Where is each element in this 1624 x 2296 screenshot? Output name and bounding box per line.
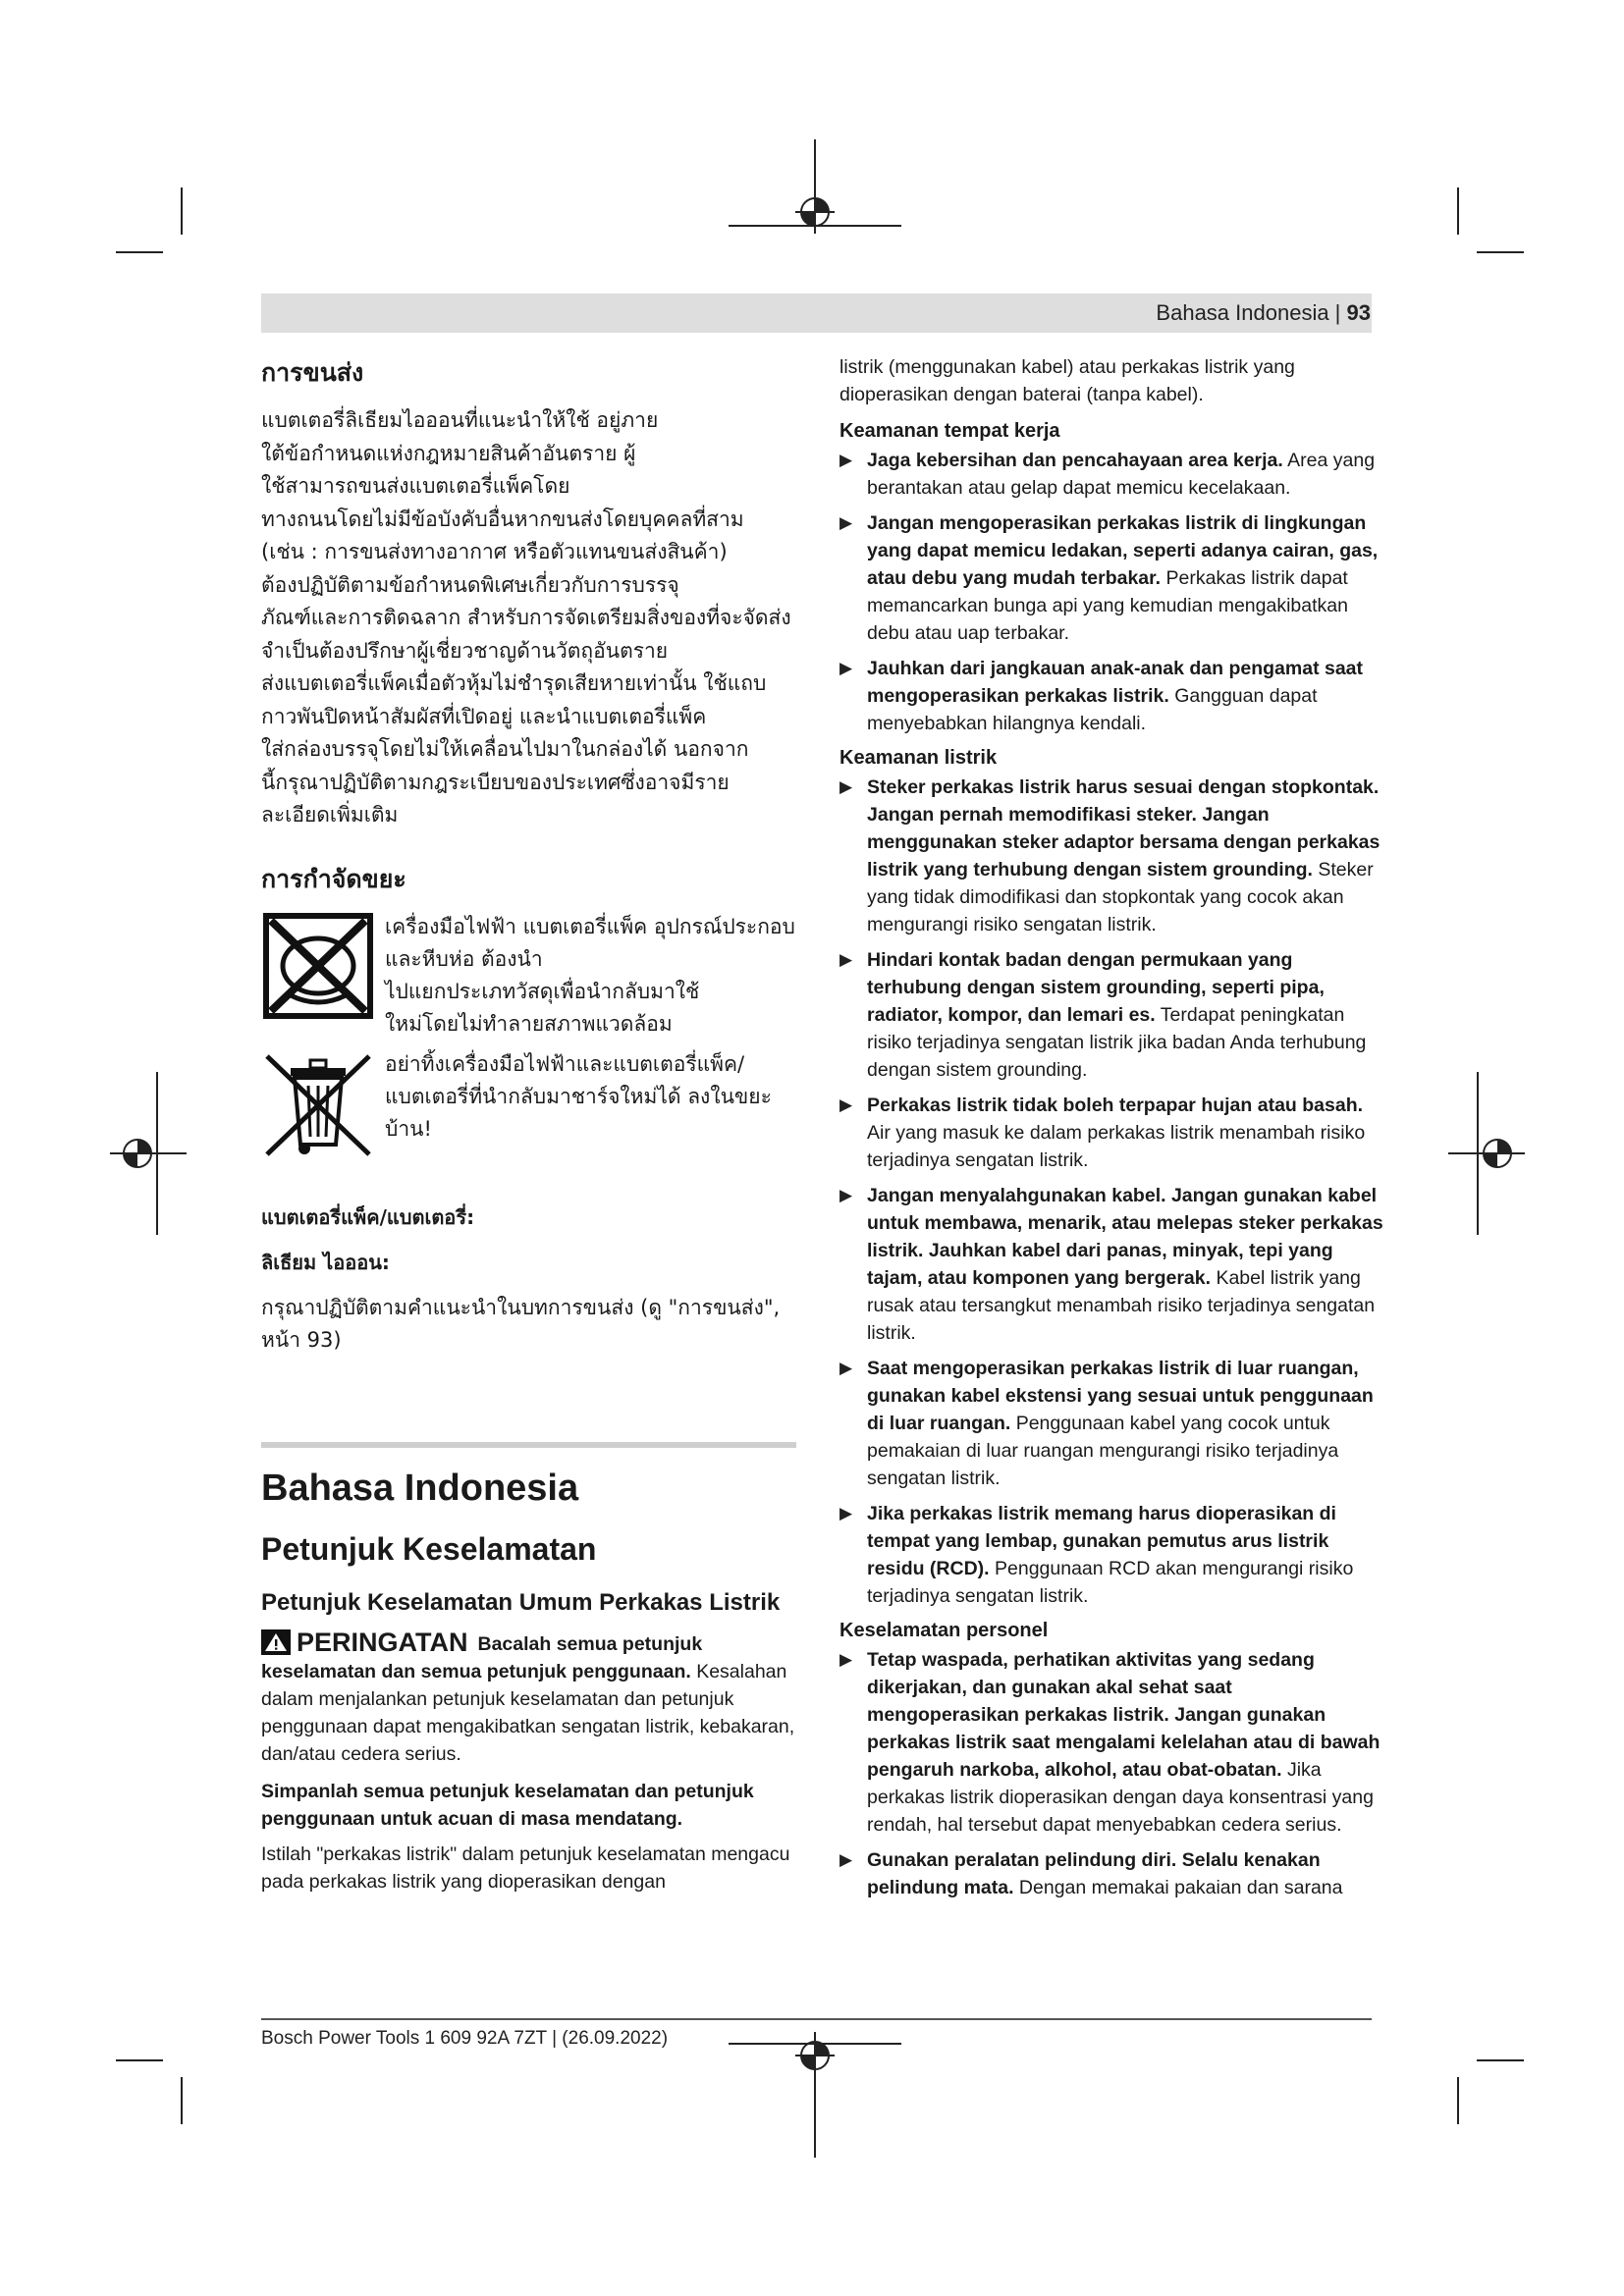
disposal-item-bin	[261, 1048, 796, 1158]
item-text: Steker yang tidak dimodifikasi dan stopkontak yang cocok akan mengurangi risiko sengatan listrik.	[867, 859, 1374, 935]
item-bold: Jangan menyalahgunakan kabel. Jangan gunakan kabel untuk membawa, menarik, atau melepas steker perkakas listrik. Jauhkan kabel dari panas, minyak, tepi yang tajam, atau komponen yang bergerak.	[867, 1185, 1383, 1289]
disposal-line: ใหม่โดยไม่ทำลายสภาพแวดล้อม	[385, 1011, 673, 1036]
disposal-line: เครื่องมือไฟฟ้า แบตเตอรี่แพ็ค อุปกรณ์ประกอบ	[385, 914, 795, 938]
warning-text: Kesalahan dalam menjalankan petunjuk keselamatan dan petunjuk penggunaan dapat mengakibatkan sengatan listrik, kebakaran, dan/atau cedera serius.	[261, 1660, 795, 1765]
list-item	[839, 447, 1383, 502]
transport-line: ใต้ข้อกำหนดแห่งกฎหมายสินค้าอันตราย ผู้	[261, 441, 636, 465]
warning-triangle-icon	[261, 1629, 291, 1655]
list-item	[839, 1500, 1383, 1610]
transport-line: ภัณฑ์และการติดฉลาก สำหรับการจัดเตรียมสิ่งของที่จะจัดส่ง	[261, 606, 791, 629]
item-text: Jika perkakas listrik dioperasikan dengan daya konsentrasi yang rendah, hal tersebut dapat menyebabkan cedera serius.	[867, 1759, 1374, 1836]
transport-line: แบตเตอรี่ลิเธียมไอออนที่แนะนำให้ใช้ อยู่ภาย	[261, 408, 659, 432]
crop-mark	[181, 187, 183, 235]
disposal-line: แบตเตอรี่ที่นำกลับมาชาร์จใหม่ได้ ลงในขยะ	[385, 1084, 772, 1108]
header-separator: |	[1328, 300, 1347, 325]
bullet-arrow-icon: ▶	[839, 1359, 853, 1377]
crop-mark	[1457, 2077, 1459, 2124]
disposal-line: อย่าทิ้งเครื่องมือไฟฟ้าและแบตเตอรี่แพ็ค/	[385, 1051, 745, 1076]
transport-line: กาวพันปิดหน้าสัมผัสที่เปิดอยู่ และนำแบตเตอรี่แพ็ค	[261, 704, 707, 728]
crop-mark	[1457, 187, 1459, 235]
list-item	[839, 774, 1383, 938]
page-header	[1156, 300, 1371, 326]
disposal-line: ไปแยกประเภทวัสดุเพื่อนำกลับมาใช้	[385, 979, 700, 1003]
bullet-arrow-icon: ▶	[839, 1095, 853, 1114]
transport-line: นี้กรุณาปฏิบัติตามกฎระเบียบของประเทศซึ่งอาจมีราย	[261, 770, 730, 794]
safety-title: Petunjuk Keselamatan	[261, 1530, 597, 1567]
section-divider	[261, 1442, 796, 1448]
bullet-arrow-icon: ▶	[839, 1186, 853, 1204]
transport-heading: การขนส่ง	[261, 358, 364, 387]
item-text: Penggunaan RCD akan mengurangi risiko terjadinya sengatan listrik.	[867, 1558, 1354, 1607]
item-bold: Perkakas listrik tidak boleh terpapar hujan atau basah.	[867, 1095, 1364, 1116]
bullet-arrow-icon: ▶	[839, 950, 853, 969]
crop-mark	[181, 2077, 183, 2124]
transport-line: ใส่กล่องบรรจุโดยไม่ให้เคลื่อนไปมาในกล่องได้ นอกจาก	[261, 737, 749, 761]
list-item	[839, 1846, 1383, 1901]
bullet-arrow-icon: ▶	[839, 659, 853, 677]
transport-line: ทางถนนโดยไม่มีข้อบังคับอื่นหากขนส่งโดยบุคคลที่สาม	[261, 507, 744, 531]
registration-mark-icon	[727, 2022, 903, 2160]
item-text: Terdapat peningkatan risiko terjadinya sengatan listrik jika badan Anda terhubung dengan sistem grounding.	[867, 1004, 1367, 1081]
transport-line: (เช่น : การขนส่งทางอากาศ หรือตัวแทนขนส่งสินค้า)	[261, 540, 728, 563]
list-item	[839, 1355, 1383, 1492]
item-text: Dengan memakai pakaian dan sarana	[1013, 1877, 1343, 1898]
list-item	[839, 1182, 1383, 1347]
page-number: 93	[1346, 300, 1371, 325]
crop-mark	[116, 251, 163, 253]
list-item	[839, 1646, 1383, 1839]
registration-mark-icon	[727, 137, 903, 285]
item-bold: Jaga kebersihan dan pencahayaan area kerja.	[867, 450, 1283, 471]
disposal-recycle-text	[385, 911, 795, 1041]
work-area-list	[839, 447, 1383, 737]
item-bold: Tetap waspada, perhatikan aktivitas yang sedang dikerjakan, dan gunakan akal sehat saat mengoperasikan perkakas listrik. Jangan gunakan perkakas listrik saat mengalami kelelahan atau di bawah pengaruh narkoba, alkohol, atau obat-obatan.	[867, 1649, 1380, 1781]
transport-line: ต้องปฏิบัติตามข้อกำหนดพิเศษเกี่ยวกับการบรรจุ	[261, 572, 679, 597]
bullet-arrow-icon: ▶	[839, 513, 853, 532]
item-bold: Saat mengoperasikan perkakas listrik di luar ruangan, gunakan kabel ekstensi yang sesuai untuk penggunaan di luar ruangan.	[867, 1358, 1374, 1434]
page-footer: Bosch Power Tools 1 609 92A 7ZT | (26.09.2022)	[261, 2028, 669, 2049]
section-title: Keamanan listrik	[839, 747, 998, 769]
liion-heading: ลิเธียม ไอออน:	[261, 1250, 390, 1274]
header-section: Bahasa Indonesia	[1156, 300, 1329, 325]
item-bold: Jika perkakas listrik memang harus dioperasikan di tempat yang lembap, gunakan pemutus arus listrik residu (RCD).	[867, 1503, 1336, 1579]
crop-mark	[1477, 251, 1524, 253]
section-title: Keamanan tempat kerja	[839, 420, 1060, 442]
electrical-safety-list	[839, 774, 1383, 1610]
right-column	[839, 353, 1383, 1909]
item-text: Air yang masuk ke dalam perkakas listrik menambah risiko terjadinya sengatan listrik.	[867, 1122, 1366, 1171]
intro-text: listrik (menggunakan kabel) atau perkakas listrik yang dioperasikan dengan baterai (tanpa kabel).	[839, 356, 1295, 405]
language-title: Bahasa Indonesia	[261, 1467, 579, 1509]
term-definition-text: Istilah "perkakas listrik" dalam petunjuk keselamatan mengacu pada perkakas listrik yang dioperasikan dengan	[261, 1842, 790, 1893]
crop-mark	[116, 2059, 163, 2061]
item-bold: Steker perkakas listrik harus sesuai dengan stopkontak. Jangan pernah memodifikasi steker. Jangan menggunakan steker adaptor bersama dengan perkakas listrik yang terhubung dengan sistem grounding.	[867, 776, 1380, 881]
transport-line: ละเอียดเพิ่มเติม	[261, 803, 399, 827]
item-text: Penggunaan kabel yang cocok untuk pemakaian di luar ruangan mengurangi risiko terjadinya sengatan listrik.	[867, 1413, 1339, 1489]
bullet-arrow-icon: ▶	[839, 451, 853, 469]
list-item	[839, 946, 1383, 1084]
warning-block	[261, 1627, 796, 1768]
list-item	[839, 509, 1383, 647]
warning-bold-text: Bacalah semua petunjuk keselamatan dan semua petunjuk penggunaan.	[261, 1632, 703, 1682]
disposal-line: บ้าน!	[385, 1116, 432, 1141]
footer-rule	[261, 2018, 1372, 2020]
item-bold: Jauhkan dari jangkauan anak-anak dan pengamat saat mengoperasikan perkakas listrik.	[867, 658, 1364, 707]
crop-mark	[1477, 2059, 1524, 2061]
item-text: Area yang berantakan atau gelap dapat memicu kecelakaan.	[867, 450, 1376, 499]
item-bold: Gunakan peralatan pelindung diri. Selalu kenakan pelindung mata.	[867, 1849, 1321, 1898]
item-text: Gangguan dapat menyebabkan hilangnya kendali.	[867, 685, 1318, 734]
item-text: Perkakas listrik dapat memancarkan bunga api yang kemudian mengakibatkan debu atau uap terbakar.	[867, 567, 1348, 644]
section-title: Keselamatan personel	[839, 1620, 1049, 1641]
disposal-item-recycle	[261, 911, 796, 1041]
disposal-heading: การกำจัดขยะ	[261, 864, 406, 893]
bullet-arrow-icon: ▶	[839, 1504, 853, 1522]
transport-line: ใช้สามารถขนส่งแบตเตอรี่แพ็คโดย	[261, 474, 570, 498]
warning-label: PERINGATAN	[297, 1627, 468, 1657]
transport-line: ส่งแบตเตอรี่แพ็คเมื่อตัวหุ้มไม่ชำรุดเสียหายเท่านั้น ใช้แถบ	[261, 671, 767, 695]
crossed-bin-icon	[261, 1048, 375, 1158]
battery-heading: แบตเตอรี่แพ็ค/แบตเตอรี่:	[261, 1204, 475, 1229]
registration-mark-icon	[108, 1070, 206, 1237]
item-text: Kabel listrik yang rusak atau tersangkut menambah risiko terjadinya sengatan listrik.	[867, 1267, 1376, 1344]
list-item	[839, 1092, 1383, 1174]
general-safety-title: Petunjuk Keselamatan Umum Perkakas Listrik	[261, 1588, 781, 1616]
keep-instructions-text: Simpanlah semua petunjuk keselamatan dan petunjuk penggunaan untuk acuan di masa mendatang.	[261, 1780, 754, 1830]
warning-badge	[261, 1629, 468, 1656]
item-bold: Jangan mengoperasikan perkakas listrik di lingkungan yang dapat memicu ledakan, seperti adanya cairan, gas, atau debu yang mudah terbakar.	[867, 512, 1379, 589]
disposal-line: และหีบห่อ ต้องนำ	[385, 946, 543, 971]
list-item	[839, 655, 1383, 737]
recycle-crossed-icon	[261, 911, 375, 1021]
item-bold: Hindari kontak badan dengan permukaan yang terhubung dengan sistem grounding, seperti pipa, radiator, kompor, dan lemari es.	[867, 949, 1325, 1026]
bullet-arrow-icon: ▶	[839, 1850, 853, 1869]
disposal-bin-text	[385, 1048, 772, 1146]
bullet-arrow-icon: ▶	[839, 777, 853, 796]
left-column	[261, 353, 796, 1896]
registration-mark-icon	[1429, 1070, 1527, 1237]
liion-text: กรุณาปฏิบัติตามคำแนะนำในบทการขนส่ง (ดู "การขนส่ง", หน้า 93)	[261, 1295, 781, 1352]
personal-safety-list	[839, 1646, 1383, 1901]
bullet-arrow-icon: ▶	[839, 1650, 853, 1669]
transport-text	[261, 404, 796, 832]
transport-line: จำเป็นต้องปรึกษาผู้เชี่ยวชาญด้านวัตถุอันตราย	[261, 638, 669, 663]
